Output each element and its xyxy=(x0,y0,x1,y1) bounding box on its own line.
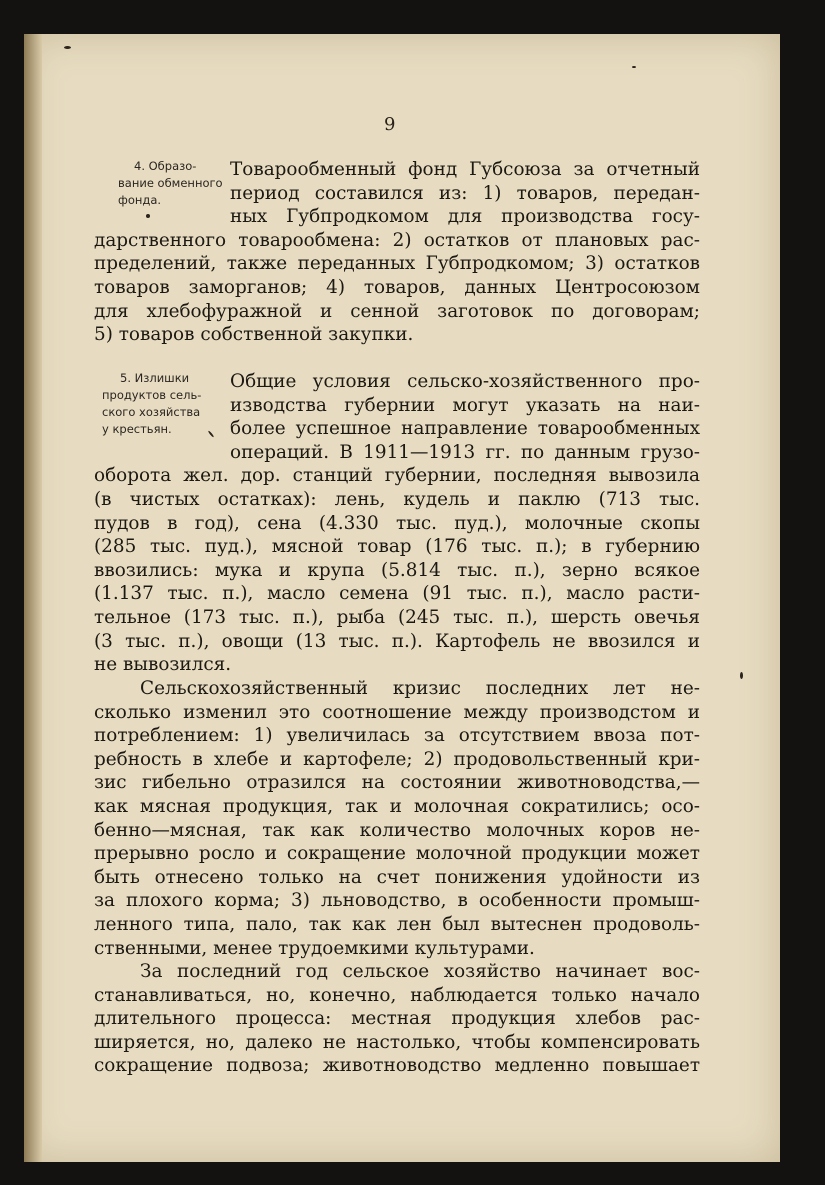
sidenote-line: продуктов сель- xyxy=(102,388,202,402)
book-page xyxy=(24,34,780,1162)
section1-indented-block xyxy=(230,158,700,229)
sidenote-line: 4. Образо- xyxy=(134,159,197,173)
text-line: ственными, менее трудоемкими культурами. xyxy=(94,937,535,959)
section2-full-block xyxy=(94,464,700,676)
paper-speck xyxy=(740,672,743,679)
paper-speck xyxy=(64,46,71,49)
text-line: не вывозился. xyxy=(94,654,232,676)
text-line: (1.137 тыс. п.), масло семена (91 тыс. п.), масло расти- xyxy=(94,583,700,605)
text-line: станавливаться, но, конечно, наблюдается только начало xyxy=(94,984,700,1006)
text-line: тельное (173 тыс. п.), рыба (245 тыс. п.), шерсть овечья xyxy=(94,606,700,628)
page-number: 9 xyxy=(384,114,396,135)
text-line: период составился из: 1) товаров, передан- xyxy=(230,182,700,204)
sidenote-line: 5. Излишки xyxy=(120,371,190,385)
text-line: (в чистых остатках): лень, кудель и паклю (713 тыс. xyxy=(94,488,700,510)
text-line: прерывно росло и сокращение молочной продукции может xyxy=(94,843,700,865)
text-line: За последний год сельское хозяйство начинает вос- xyxy=(140,961,700,982)
text-line: ленного типа, пало, так как лен был вытеснен продоволь- xyxy=(94,913,700,935)
text-line: ных Губпродкомом для производства госу- xyxy=(230,206,700,228)
text-line: дарственного товарообмена: 2) остатков от плановых рас- xyxy=(94,229,700,251)
text-line: оборота жел. дор. станций губернии, последняя вывозила xyxy=(94,465,700,487)
section1-full-block xyxy=(94,229,700,347)
text-line: зис гибельно отразился на состоянии животноводства,— xyxy=(94,772,700,794)
text-line: ширяется, но, далеко не настолько, чтобы компенсировать xyxy=(94,1031,700,1053)
text-line: товаров заморганов; 4) товаров, данных Центросоюзом xyxy=(94,276,700,298)
text-line: ввозились: мука и крупа (5.814 тыс. п.), зерно всякое xyxy=(94,559,700,581)
paper-speck xyxy=(146,214,150,218)
text-line: сколько изменил это соотношение между производстом и xyxy=(94,701,700,723)
paragraph-4 xyxy=(94,960,700,1078)
text-line: как мясная продукция, так и молочная сократились; осо- xyxy=(94,795,700,817)
text-line: (3 тыс. п.), овощи (13 тыс. п.). Картофель не ввозился и xyxy=(94,630,700,652)
sidenote-line: у крестьян. xyxy=(102,422,172,436)
text-line: операций. В 1911—1913 гг. по данным грузо- xyxy=(230,441,700,463)
text-line: (285 тыс. пуд.), мясной товар (176 тыс. п.); в губернию xyxy=(94,536,700,558)
sidenote-5 xyxy=(102,370,201,438)
paragraph-3 xyxy=(94,677,700,960)
text-line: ребность в хлебе и картофеле; 2) продовольственный кри- xyxy=(94,748,700,770)
text-line: потреблением: 1) увеличилась за отсутствием ввоза пот- xyxy=(94,725,700,747)
text-line: бенно—мясная, так как количество молочных коров не- xyxy=(94,819,700,841)
text-line: более успешное направление товарообменных xyxy=(230,418,700,440)
sidenote-line: ского хозяйства xyxy=(102,405,201,419)
text-line: пределений, также переданных Губпродкомом; 3) остатков xyxy=(94,253,700,275)
sidenote-line: вание обменного xyxy=(118,176,223,190)
text-line: пудов в год), сена (4.330 тыс. пуд.), молочные скопы xyxy=(94,512,700,534)
text-line: Сельскохозяйственный кризис последних лет не- xyxy=(140,678,700,699)
sidenote-4 xyxy=(118,158,223,209)
text-line: сокращение подвоза; животноводство медленно повышает xyxy=(94,1055,700,1077)
text-line: за плохого корма; 3) льноводство, в особенности промыш- xyxy=(94,890,700,912)
text-line: 5) товаров собственной закупки. xyxy=(94,324,414,346)
text-line: Товарообменный фонд Губсоюза за отчетный xyxy=(230,159,700,180)
text-line: для хлебофуражной и сенной заготовок по договорам; xyxy=(94,300,700,322)
paper-speck xyxy=(632,66,636,68)
paper-speck xyxy=(208,430,215,437)
sidenote-line: фонда. xyxy=(118,193,162,207)
section2-indented-block xyxy=(230,370,700,464)
page-spine-shadow xyxy=(24,34,42,1162)
text-line: быть отнесено только на счет понижения удойности из xyxy=(94,866,700,888)
text-line: Общие условия сельско-хозяйственного про- xyxy=(230,371,700,392)
text-line: изводства губернии могут указать на наи- xyxy=(230,394,700,416)
text-line: длительного процесса: местная продукция хлебов рас- xyxy=(94,1008,700,1030)
